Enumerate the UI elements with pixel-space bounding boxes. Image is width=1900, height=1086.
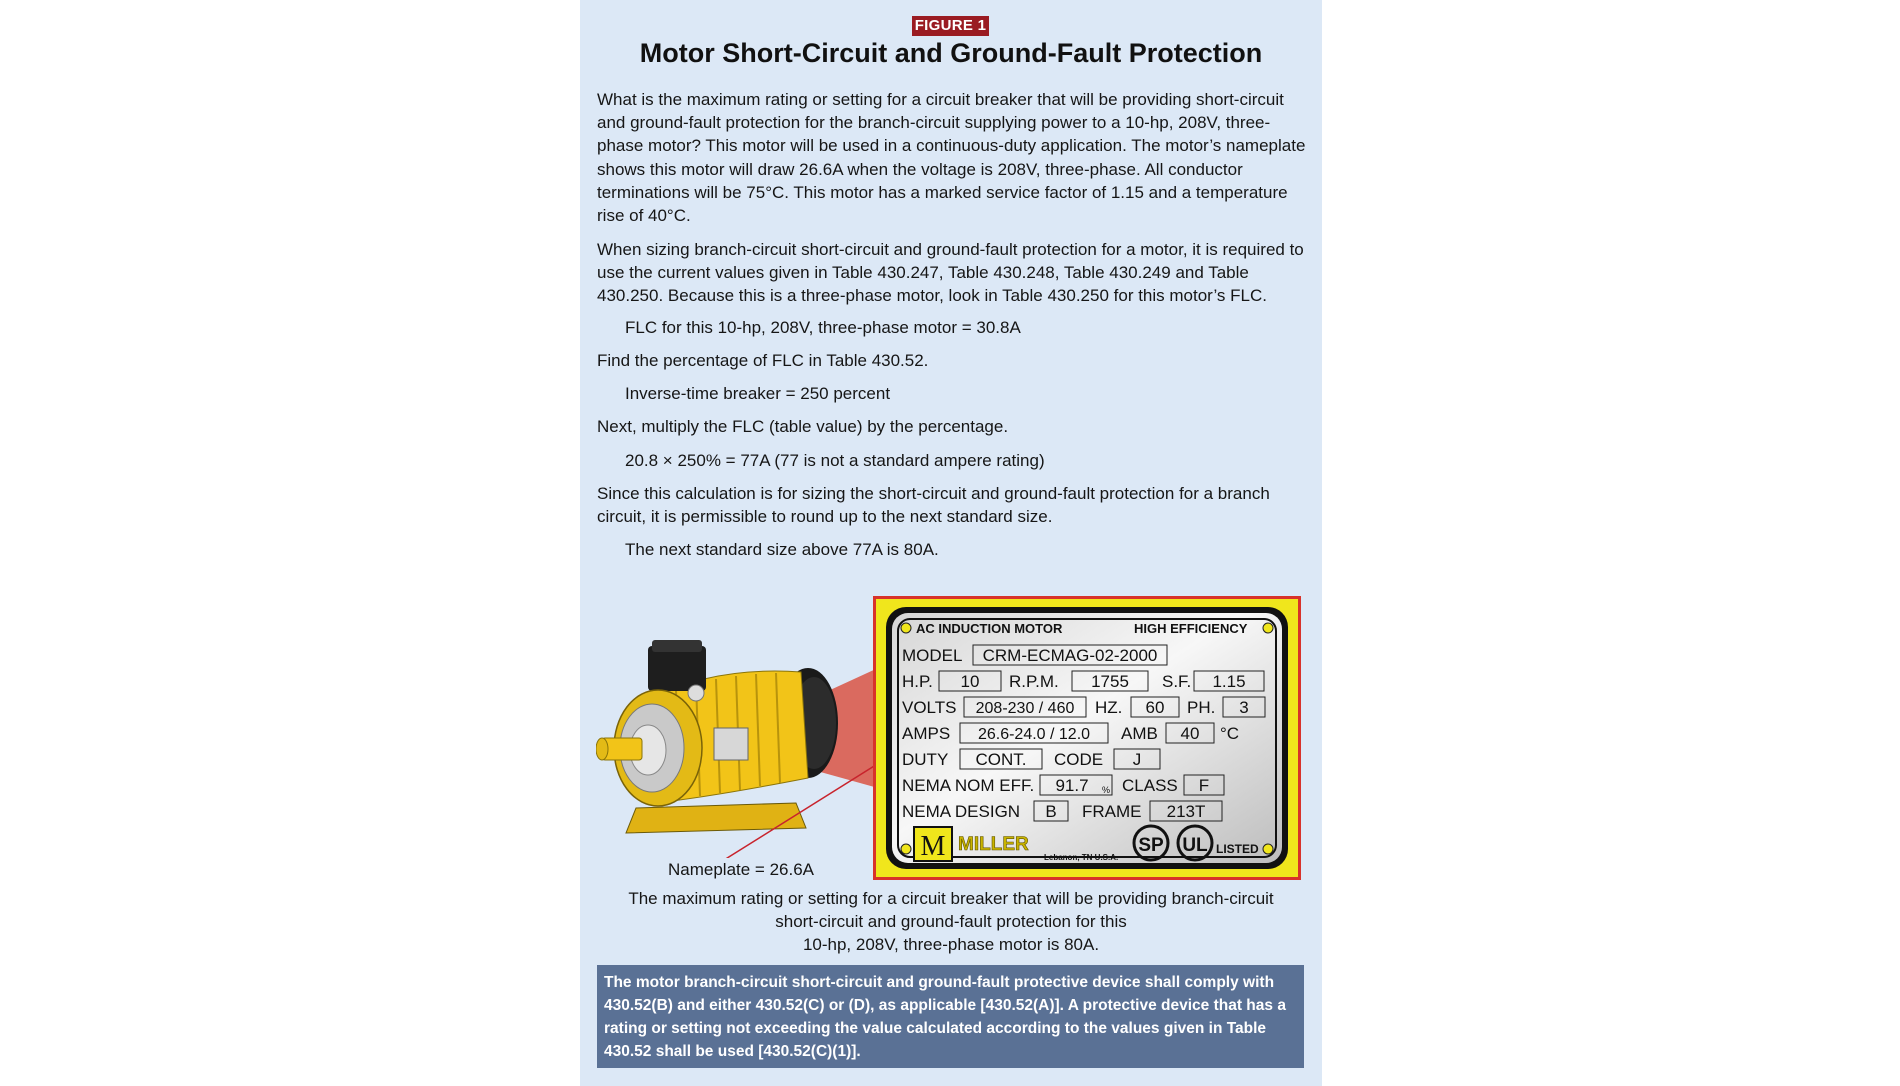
caption-line-2: short-circuit and ground-fault protection for this	[775, 912, 1127, 931]
frame-label: FRAME	[1082, 802, 1142, 821]
caption-line-3: 10-hp, 208V, three-phase motor is 80A.	[802, 935, 1100, 954]
rpm-label: R.P.M.	[1009, 672, 1059, 691]
nameplate-callout: Nameplate = 26.6A	[668, 860, 815, 879]
brand-location: Lebanon, TN U.S.A.	[1044, 853, 1119, 862]
volts-value: 208-230 / 460	[975, 700, 1075, 717]
frame-value: 213T	[1166, 802, 1206, 821]
motor-nameplate	[876, 599, 1298, 877]
model-value: CRM-ECMAG-02-2000	[982, 646, 1158, 665]
design-label: NEMA DESIGN	[902, 802, 1021, 821]
motor-illustration	[596, 628, 886, 858]
listed-label: LISTED	[1216, 842, 1259, 856]
paragraph-calculation: 20.8 × 250% = 77A (77 is not a standard ampere rating)	[625, 451, 1045, 470]
design-value: B	[1045, 802, 1057, 821]
csa-mark: SP	[1138, 835, 1164, 856]
paragraph-next-size: The next standard size above 77A is 80A.	[625, 540, 939, 559]
brand-logo-letter: M	[920, 831, 946, 862]
code-label: CODE	[1054, 750, 1104, 769]
sf-label: S.F.	[1162, 672, 1192, 691]
amps-label: AMPS	[902, 724, 951, 743]
hz-value: 60	[1145, 698, 1165, 717]
nameplate-header-right: HIGH EFFICIENCY	[1134, 621, 1248, 636]
paragraph-multiply: Next, multiply the FLC (table value) by the percentage.	[597, 417, 1009, 436]
class-label: CLASS	[1122, 776, 1178, 795]
class-value: F	[1198, 776, 1210, 795]
efficiency-value: 91.7	[1055, 776, 1089, 795]
ph-value: 3	[1239, 698, 1249, 717]
duty-label: DUTY	[902, 750, 949, 769]
model-label: MODEL	[902, 646, 963, 665]
ph-label: PH.	[1187, 698, 1216, 717]
nameplate-header-left: AC INDUCTION MOTOR	[916, 621, 1063, 636]
brand-name: MILLER	[958, 834, 1029, 855]
nameplate-frame	[873, 596, 1301, 880]
paragraph-round-up: Since this calculation is for sizing the short-circuit and ground-fault protection for a branch circuit, it is permissible to round up to the next standard size.	[597, 484, 1270, 527]
figure-label: FIGURE 1	[912, 16, 989, 36]
efficiency-unit: %	[1102, 785, 1111, 795]
ul-mark: UL	[1182, 835, 1208, 856]
paragraph-percentage: Find the percentage of FLC in Table 430.52.	[597, 351, 929, 370]
paragraph-tables: When sizing branch-circuit short-circuit and ground-fault protection for a motor, it is required to use the current values given in Table 430.247, Table 430.248, Table 430.249 and Table 430.250. Because this is a three-phase motor, look in Table 430.250 for this motor’s FLC.	[597, 240, 1304, 306]
hp-label: H.P.	[902, 672, 933, 691]
duty-value: CONT.	[975, 750, 1027, 769]
paragraph-flc: FLC for this 10-hp, 208V, three-phase motor = 30.8A	[625, 318, 1021, 337]
amb-label: AMB	[1121, 724, 1158, 743]
paragraph-question: What is the maximum rating or setting for a circuit breaker that will be providing short-circuit and ground-fault protection for the branch-circuit supplying power to a 10-hp, 208V, three-phase motor? This motor will be used in a continuous-duty application. The motor’s nameplate shows this motor will draw 26.6A when the voltage is 208V, three-phase. All conductor terminations will be 75°C. This motor has a marked service factor of 1.15 and a temperature rise of 40°C.	[597, 90, 1306, 226]
hz-label: HZ.	[1095, 698, 1123, 717]
efficiency-label: NEMA NOM EFF.	[902, 776, 1035, 795]
rpm-value: 1755	[1091, 672, 1129, 691]
amps-value: 26.6-24.0 / 12.0	[977, 726, 1091, 743]
figure-title: Motor Short-Circuit and Ground-Fault Protection	[639, 38, 1263, 68]
hp-value: 10	[960, 672, 980, 691]
code-value: J	[1132, 750, 1142, 769]
amb-value: 40	[1180, 724, 1200, 743]
caption-line-1: The maximum rating or setting for a circuit breaker that will be providing branch-circuit	[628, 889, 1274, 908]
amb-unit: °C	[1220, 724, 1240, 743]
paragraph-breaker: Inverse-time breaker = 250 percent	[625, 384, 891, 403]
sf-value: 1.15	[1212, 672, 1246, 691]
code-note-box: The motor branch-circuit short-circuit and ground-fault protective device shall comply with 430.52(B) and either 430.52(C) or (D), as applicable [430.52(A)]. A protective device that has a rating or setting not exceeding the value calculated according to the values given in Table 430.52 shall be used [430.52(C)(1)].	[597, 965, 1304, 1068]
volts-label: VOLTS	[902, 698, 957, 717]
